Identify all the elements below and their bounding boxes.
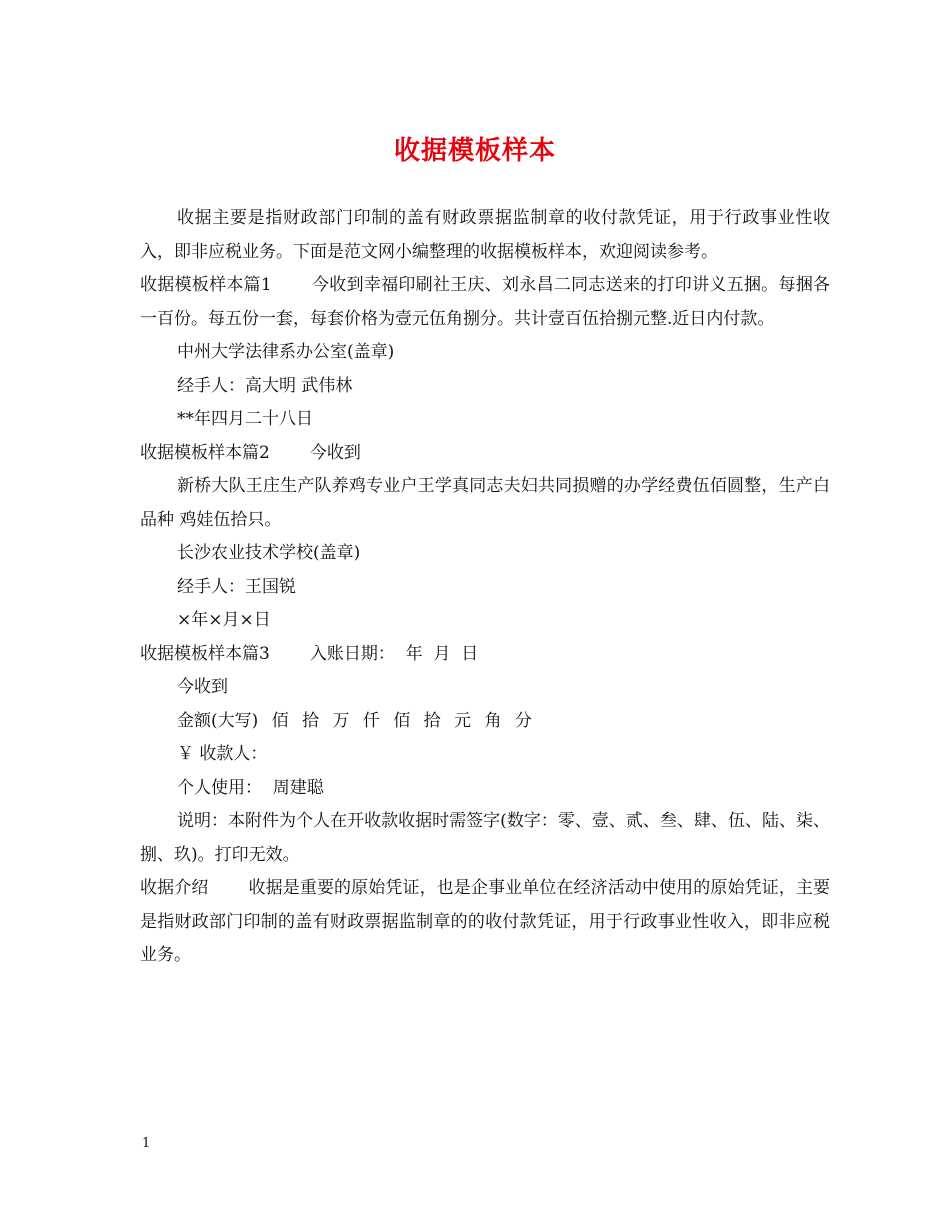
intro2-paragraph [140,872,830,973]
sample3-payee: ￥ 收款人： [177,744,268,764]
sample1-date: **年四月二十八日 [177,409,313,429]
sample1-org: 中州大学法律系办公室(盖章) [177,342,395,362]
sample1-handler: 经手人：高大明 武伟林 [177,375,353,396]
sample3-entry-date: 入账日期： 年 月 日 [309,643,479,664]
sample3-received: 今收到 [177,677,228,697]
sample2-date: ×年×月×日 [177,610,271,630]
page-number: 1 [142,1136,151,1151]
sample3-heading-line [140,638,830,672]
document-body [140,202,830,973]
sample3-heading: 收据模板样本篇3 [140,643,270,664]
sample2-text: 新桥大队王庄生产队养鸡专业户王学真同志夫妇共同损赠的办学经费伍佰圆整，生产白品种 鸡娃伍拾只。 [140,476,830,530]
intro2-text: 收据是重要的原始凭证，也是企事业单位在经济活动中使用的原始凭证，主要是指财政部门印制的盖有财政票据监制章的的收付款凭证，用于行政事业性收入，即非应税业务。 [140,878,830,965]
sample3-note: 说明：本附件为个人在开收款收据时需签字(数字：零、壹、贰、叁、肆、伍、陆、柒、捌、玖)。打印无效。 [140,811,830,865]
intro2-heading: 收据介绍 [140,878,209,898]
sample1-text: 今收到幸福印刷社王庆、刘永昌二同志送来的打印讲义五捆。每捆各一百份。每五份一套，每套价格为壹元伍角捌分。共计壹百伍拾捌元整.近日内付款。 [140,275,830,329]
sample2-heading-line [140,437,830,471]
sample3-amount: 金额(大写) 佰 拾 万 仟 佰 拾 元 角 分 [177,710,532,731]
intro-paragraph: 收据主要是指财政部门印制的盖有财政票据监制章的收付款凭证，用于行政事业性收入，即非应税业务。下面是范文网小编整理的收据模板样本，欢迎阅读参考。 [140,208,830,262]
sample2-heading: 收据模板样本篇2 [140,442,270,463]
sample3-personal: 个人使用： 周建聪 [177,777,324,798]
sample2-org: 长沙农业技术学校(盖章) [177,543,361,563]
sample1-heading: 收据模板样本篇1 [140,275,272,295]
sample2-handler: 经手人：王国锐 [177,576,296,597]
document-title: 收据模板样本 [393,136,556,166]
sample2-text-lead: 今收到 [309,442,361,463]
sample1-paragraph [140,269,830,336]
